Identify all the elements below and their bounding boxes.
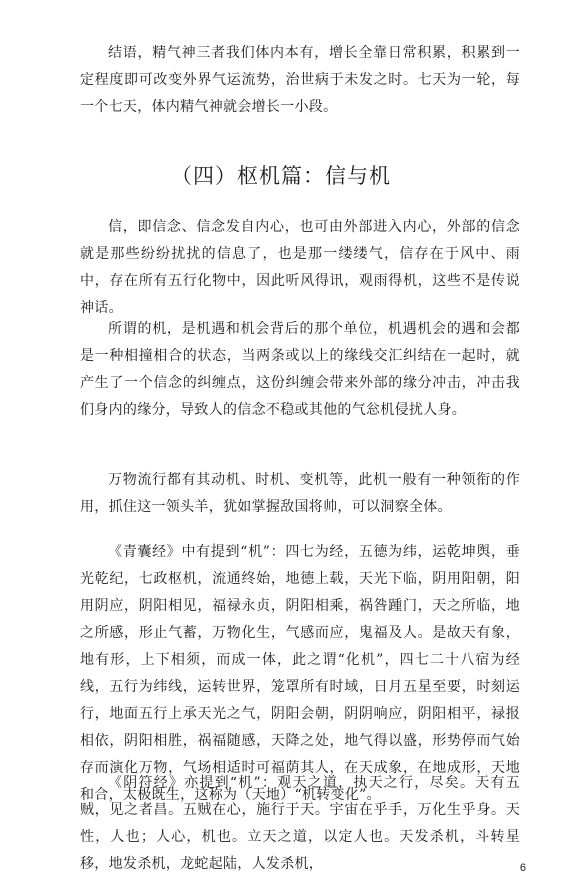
paragraph-motive: 万物流行都有其动机、时机、变机等，此机一般有一种领衔的作用，抓住这一领头羊，犹如掌握敌国将帅，可以洞察全体。 — [80, 472, 520, 515]
paragraph-qingnang-quote: 《青囊经》中有提到“机”：四七为经，五德为纬，运乾坤舆，垂光乾纪，七政枢机，流通终始，地德上载，天光下临，阴用阳朝，阳用阴应，阴阳相见，福禄永贞，阴阳相乘，祸咎踵门，天之所临，地之所感，形止气蓄，万物化生，气感而应，鬼福及人。是故天有象，地有形，上下相须，而成一体，此之谓“化机”，四七二十八宿为经线，五行为纬线，运转世界，笼罩所有时域，日月五星至要，时刻运行，地面五行上承天光之气，阴阳会朝，阴阴响应，阴阳相平，禄报相依，阴阳相胜，祸福随感，天降之处，地气得以盛，形势停而气始存而演化万物，气场相适时可福荫其人，在天成象，在地成形，天地和合，太极既生，这称为（天地）“机转变化”。 — [80, 544, 520, 803]
paragraph-opportunity: 所谓的机，是机遇和机会背后的那个单位，机遇机会的遇和会都是一种相撞相合的状态，当两条或以上的缘线交汇纠结在一起时，就产生了一个信念的纠缠点，这份纠缠会带来外部的缘分冲击，冲击我们身内的缘分，导致人的信念不稳或其他的气忩机侵扰人身。 — [80, 321, 520, 418]
paragraph-belief: 信，即信念、信念发自内心，也可由外部进入内心，外部的信念就是那些纷纷扰扰的信息了，也是那一缕缕气，信存在于风中、雨中，存在所有五行化物中，因此听风得讯，观雨得机，这些不是传说神话。 — [80, 219, 520, 316]
paragraph-yinfu-quote: 《阴符经》亦提到“机”：观天之道，执天之行，尽矣。天有五贼，见之者昌。五贼在心，施行于天。宇宙在乎手，万化生乎身。天性，人也；人心，机也。立天之道，以定人也。天发杀机，斗转星移，地发杀机，龙蛇起陆，人发杀机， — [80, 775, 520, 872]
paragraph-conclusion: 结语，精气神三者我们体内本有，增长全靠日常积累，积累到一定程度即可改变外界气运流势，治世病于未发之时。七天为一轮，每一个七天，体内精气神就会增长一小段。 — [80, 45, 520, 115]
page-number: 6 — [519, 862, 526, 874]
section-heading: （四）枢机篇：信与机 — [171, 164, 391, 188]
